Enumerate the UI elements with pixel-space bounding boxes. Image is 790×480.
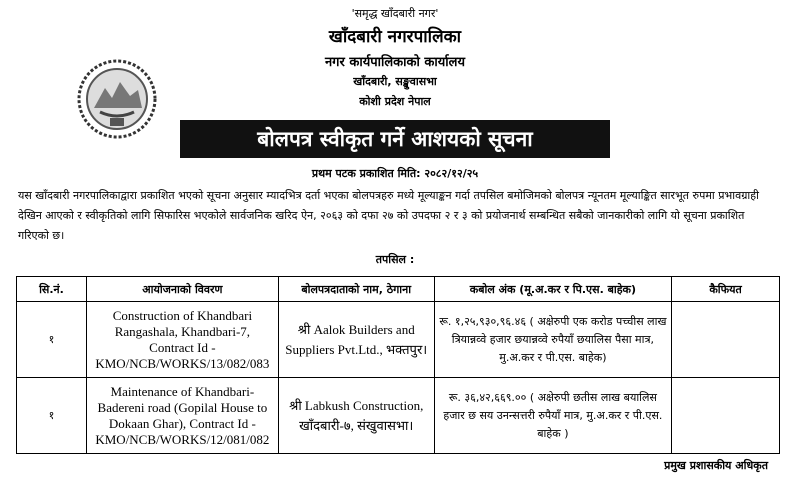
nepal-emblem-icon <box>72 56 162 142</box>
province-name: कोशी प्रदेश नेपाल <box>359 95 431 108</box>
header-amount: कबोल अंक (मू.अ.कर र पि.एस. बाहेक) <box>434 277 672 302</box>
notice-paragraph: यस खाँदबारी नगरपालिकाद्वारा प्रकाशित भएको सूचना अनुसार म्यादभित्र दर्ता भएका बोलपत्रहरु मध्ये मूल्याङ्कन गर्दा तपसिल बमोजिमको बोलपत्र न्यूनतम मूल्याङ्कित सारभूत रुपमा प्रभावग्राही देखिन आएको र स्वीकृतिको लागि सिफारिस भएकोले सार्वजनिक खरिद ऐन, २०६३ को दफा २७ को उपदफा २ र ३ को प्रयोजनार्थ सम्बन्धित सबैको जानकारीको लागि यो सूचना प्रकाशित गरिएको छ। <box>18 189 759 242</box>
table-header-row <box>17 277 780 302</box>
row-remarks <box>672 378 780 454</box>
table-row <box>17 378 780 454</box>
municipality-name: खाँदबारी नगरपालिका <box>328 27 462 47</box>
publication-date: प्रथम पटक प्रकाशित मिति: २०८२/१२/२५ <box>311 167 479 180</box>
row-sn: १ <box>17 302 87 378</box>
header-project: आयोजनाको विवरण <box>86 277 278 302</box>
row-project: Construction of Khandbari Rangashala, Khandbari-7, Contract Id - KMO/NCB/WORKS/13/082/083 <box>86 302 278 378</box>
row-amount: रू. ३६,४२,६६९.०० ( अक्षेरुपी छतीस लाख बयालिस हजार छ सय उनन्सत्तरी रुपैयाँ मात्र, मु.अ.कर र पी.एस. बाहेक ) <box>434 378 672 454</box>
office-address: खाँदबारी, सङ्खुवासभा <box>353 75 437 88</box>
row-project: Maintenance of Khandbari-Badereni road (Gopilal House to Dokaan Ghar), Contract Id - KMO/NCB/WORKS/12/081/082 <box>86 378 278 454</box>
row-sn: १ <box>17 378 87 454</box>
table-row <box>17 302 780 378</box>
header-bidder: बोलपत्रदाताको नाम, ठेगाना <box>278 277 434 302</box>
header-remarks: कैफियत <box>672 277 780 302</box>
table-caption: तपसिल : <box>375 253 415 266</box>
slogan: 'समृद्ध खाँदबारी नगर' <box>351 7 439 20</box>
row-amount: रू. १,२५,९३०,९६.४६ ( अक्षेरुपी एक करोड पच्चीस लाख त्रियान्नव्वे हजार छयान्नव्वे रुपैयाँ छयालिस पैसा मात्र, मु.अ.कर र पी.एस. बाहेक) <box>434 302 672 378</box>
tender-table <box>16 276 780 454</box>
header-sn: सि.नं. <box>17 277 87 302</box>
row-bidder: श्री Aalok Builders and Suppliers Pvt.Ltd., भक्तपुर। <box>278 302 434 378</box>
row-bidder: श्री Labkush Construction, खाँदबारी-७, संखुवासभा। <box>278 378 434 454</box>
signature-title: प्रमुख प्रशासकीय अधिकृत <box>664 459 768 472</box>
notice-title-banner: बोलपत्र स्वीकृत गर्ने आशयको सूचना <box>180 120 610 158</box>
row-remarks <box>672 302 780 378</box>
office-name: नगर कार्यपालिकाको कार्यालय <box>324 55 466 70</box>
